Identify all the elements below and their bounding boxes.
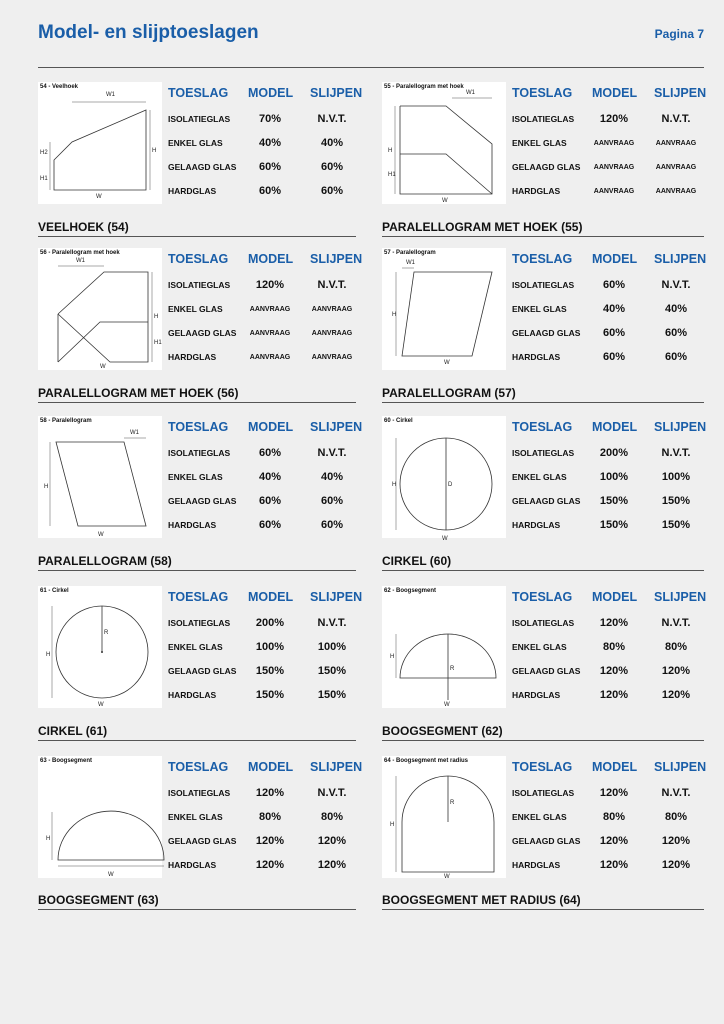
model-value: AANVRAAG [249, 330, 291, 337]
figure-label: 63 - Boogsegment [40, 758, 93, 764]
slijpen-value: 60% [664, 327, 688, 339]
model-value: 120% [599, 689, 629, 701]
card-title: CIRKEL (60) [382, 554, 452, 568]
title-rule [382, 570, 704, 571]
column-header: SLIJPEN [654, 590, 707, 604]
column-header: SLIJPEN [310, 252, 363, 266]
row-label: ENKEL GLAS [512, 812, 567, 822]
dimension-label: H1 [388, 172, 396, 178]
row-label: ENKEL GLAS [168, 812, 223, 822]
shape-diagram [382, 416, 506, 542]
row-label: ENKEL GLAS [512, 472, 567, 482]
figure-label: 60 - Cirkel [384, 418, 413, 424]
model-value: 100% [599, 471, 629, 483]
card-title: PARALELLOGRAM (57) [382, 386, 516, 400]
slijpen-value: N.V.T. [317, 279, 347, 291]
row-label: HARDGLAS [512, 860, 561, 870]
dimension-label: W1 [130, 430, 139, 436]
row-label: GELAAGD GLAS [168, 666, 237, 676]
shape-diagram [38, 248, 162, 370]
row-label: ISOLATIEGLAS [168, 618, 231, 628]
column-header: MODEL [592, 252, 638, 266]
slijpen-value: AANVRAAG [655, 188, 697, 195]
column-header: MODEL [592, 420, 638, 434]
shape-drawing [382, 756, 506, 878]
model-value: 100% [255, 641, 285, 653]
model-value: 150% [599, 519, 629, 531]
dimension-label: W [98, 532, 104, 538]
slijpen-value: N.V.T. [661, 447, 691, 459]
card-title: PARALELLOGRAM MET HOEK (56) [38, 386, 239, 400]
model-value: 120% [599, 617, 629, 629]
slijpen-value: N.V.T. [317, 113, 347, 125]
slijpen-value: N.V.T. [661, 617, 691, 629]
model-value: 80% [258, 811, 282, 823]
slijpen-value: 120% [661, 665, 691, 677]
dimension-label: H [388, 148, 393, 154]
row-label: ENKEL GLAS [512, 304, 567, 314]
dimension-label: W [444, 702, 450, 708]
figure-label: 64 - Boogsegment met radius [384, 758, 469, 764]
row-label: GELAAGD GLAS [168, 496, 237, 506]
slijpen-value: 60% [320, 161, 344, 173]
dimension-label: H [46, 652, 51, 658]
slijpen-value: 80% [664, 641, 688, 653]
title-rule [382, 909, 704, 910]
model-value: 120% [255, 835, 285, 847]
row-label: ISOLATIEGLAS [168, 788, 231, 798]
model-value: 60% [602, 279, 626, 291]
slijpen-value: 120% [317, 835, 347, 847]
model-value: 40% [258, 137, 282, 149]
slijpen-value: 150% [661, 495, 691, 507]
dimension-label: W1 [466, 90, 475, 96]
slijpen-value: N.V.T. [317, 617, 347, 629]
column-header: TOESLAG [168, 760, 229, 774]
model-value: 60% [258, 447, 282, 459]
slijpen-value: 120% [661, 859, 691, 871]
dimension-label: H [392, 482, 397, 488]
model-value: 120% [599, 835, 629, 847]
column-header: SLIJPEN [654, 420, 707, 434]
page-number: Pagina 7 [654, 27, 704, 41]
dimension-label: H1 [40, 176, 48, 182]
slijpen-value: 150% [317, 665, 347, 677]
row-label: ENKEL GLAS [512, 642, 567, 652]
figure-label: 61 - Cirkel [40, 588, 69, 594]
dimension-label: R [104, 630, 109, 636]
model-value: 60% [258, 161, 282, 173]
column-header: MODEL [248, 590, 294, 604]
shape-drawing [38, 82, 162, 204]
dimension-label: H [392, 312, 397, 318]
slijpen-value: N.V.T. [317, 447, 347, 459]
model-value: 120% [599, 859, 629, 871]
dimension-label: W [444, 874, 450, 880]
model-value: AANVRAAG [593, 140, 635, 147]
row-label: ISOLATIEGLAS [512, 618, 575, 628]
slijpen-value: N.V.T. [661, 279, 691, 291]
shape-drawing [382, 416, 506, 542]
model-value: 60% [258, 185, 282, 197]
dimension-label: W1 [106, 92, 115, 98]
model-value: 80% [602, 641, 626, 653]
row-label: HARDGLAS [512, 520, 561, 530]
model-value: 150% [255, 689, 285, 701]
shape-drawing [38, 586, 162, 708]
column-header: SLIJPEN [654, 86, 707, 100]
shape-drawing [382, 586, 506, 708]
slijpen-value: 60% [320, 185, 344, 197]
row-label: GELAAGD GLAS [168, 328, 237, 338]
dimension-label: H [44, 484, 49, 490]
dimension-label: H2 [40, 150, 48, 156]
figure-label: 57 - Paralellogram [384, 250, 436, 256]
card-title: BOOGSEGMENT MET RADIUS (64) [382, 893, 581, 907]
column-header: SLIJPEN [654, 252, 707, 266]
row-label: ENKEL GLAS [168, 472, 223, 482]
model-value: 120% [599, 113, 629, 125]
figure-label: 54 - Veelhoek [40, 84, 79, 90]
slijpen-value: 150% [661, 519, 691, 531]
column-header: SLIJPEN [310, 420, 363, 434]
title-rule [38, 909, 356, 910]
slijpen-value: 80% [320, 811, 344, 823]
row-label: ISOLATIEGLAS [168, 280, 231, 290]
title-rule [38, 570, 356, 571]
row-label: ISOLATIEGLAS [168, 114, 231, 124]
model-value: 120% [599, 787, 629, 799]
column-header: TOESLAG [168, 590, 229, 604]
shape-diagram [38, 82, 162, 204]
column-header: MODEL [592, 590, 638, 604]
header-rule [38, 67, 704, 68]
slijpen-value: 60% [664, 351, 688, 363]
dimension-label: H [390, 654, 395, 660]
shape-diagram [382, 586, 506, 708]
model-value: 80% [602, 811, 626, 823]
column-header: MODEL [592, 760, 638, 774]
shape-drawing [38, 756, 162, 878]
slijpen-value: 120% [661, 689, 691, 701]
slijpen-value: 150% [317, 689, 347, 701]
row-label: HARDGLAS [168, 520, 217, 530]
model-value: 150% [255, 665, 285, 677]
slijpen-value: 40% [320, 137, 344, 149]
dimension-label: W [100, 364, 106, 370]
row-label: ENKEL GLAS [512, 138, 567, 148]
column-header: MODEL [248, 86, 294, 100]
column-header: MODEL [248, 760, 294, 774]
shape-diagram [382, 82, 506, 204]
row-label: ENKEL GLAS [168, 304, 223, 314]
model-value: 120% [599, 665, 629, 677]
figure-label: 58 - Paralellogram [40, 418, 92, 424]
slijpen-value: 40% [664, 303, 688, 315]
row-label: GELAAGD GLAS [512, 666, 581, 676]
column-header: TOESLAG [512, 590, 573, 604]
card-title: BOOGSEGMENT (63) [38, 893, 159, 907]
title-rule [382, 740, 704, 741]
row-label: HARDGLAS [512, 352, 561, 362]
row-label: ISOLATIEGLAS [512, 280, 575, 290]
card-title: VEELHOEK (54) [38, 220, 129, 234]
model-value: 40% [602, 303, 626, 315]
title-rule [38, 740, 356, 741]
column-header: SLIJPEN [654, 760, 707, 774]
row-label: HARDGLAS [168, 186, 217, 196]
row-label: ISOLATIEGLAS [512, 788, 575, 798]
row-label: ISOLATIEGLAS [168, 448, 231, 458]
slijpen-value: AANVRAAG [311, 330, 353, 337]
slijpen-value: AANVRAAG [311, 306, 353, 313]
shape-drawing [382, 248, 506, 370]
dimension-label: H1 [154, 340, 162, 346]
card-title: CIRKEL (61) [38, 724, 108, 738]
row-label: HARDGLAS [168, 352, 217, 362]
shape-drawing [38, 248, 162, 370]
slijpen-value: 80% [664, 811, 688, 823]
model-value: 120% [255, 279, 285, 291]
column-header: TOESLAG [512, 252, 573, 266]
row-label: HARDGLAS [168, 860, 217, 870]
row-label: GELAAGD GLAS [512, 496, 581, 506]
card-title: PARALELLOGRAM MET HOEK (55) [382, 220, 583, 234]
column-header: SLIJPEN [310, 590, 363, 604]
slijpen-value: AANVRAAG [655, 140, 697, 147]
column-header: MODEL [248, 252, 294, 266]
row-label: GELAAGD GLAS [512, 836, 581, 846]
row-label: HARDGLAS [512, 690, 561, 700]
slijpen-value: N.V.T. [661, 113, 691, 125]
slijpen-value: 120% [317, 859, 347, 871]
row-label: HARDGLAS [512, 186, 561, 196]
slijpen-value: 120% [661, 835, 691, 847]
model-value: AANVRAAG [249, 306, 291, 313]
row-label: HARDGLAS [168, 690, 217, 700]
dimension-label: W [108, 872, 114, 878]
column-header: SLIJPEN [310, 760, 363, 774]
shape-diagram [382, 756, 506, 878]
slijpen-value: 100% [661, 471, 691, 483]
row-label: GELAAGD GLAS [168, 836, 237, 846]
dimension-label: H [152, 148, 157, 154]
slijpen-value: N.V.T. [317, 787, 347, 799]
dimension-label: W [96, 194, 102, 200]
slijpen-value: 100% [317, 641, 347, 653]
model-value: 200% [255, 617, 285, 629]
slijpen-value: AANVRAAG [655, 164, 697, 171]
card-title: PARALELLOGRAM (58) [38, 554, 172, 568]
model-value: 120% [255, 787, 285, 799]
title-rule [38, 236, 356, 237]
row-label: ISOLATIEGLAS [512, 448, 575, 458]
column-header: TOESLAG [168, 252, 229, 266]
slijpen-value: AANVRAAG [311, 354, 353, 361]
slijpen-value: 60% [320, 519, 344, 531]
title-rule [382, 402, 704, 403]
model-value: AANVRAAG [249, 354, 291, 361]
column-header: TOESLAG [512, 760, 573, 774]
column-header: TOESLAG [168, 86, 229, 100]
dimension-label: W1 [76, 258, 85, 264]
model-value: 150% [599, 495, 629, 507]
model-value: 120% [255, 859, 285, 871]
dimension-label: H [46, 836, 51, 842]
column-header: MODEL [248, 420, 294, 434]
dimension-label: W1 [406, 260, 415, 266]
column-header: MODEL [592, 86, 638, 100]
figure-label: 55 - Paralellogram met hoek [384, 84, 464, 90]
figure-label: 56 - Paralellogram met hoek [40, 250, 120, 256]
page-title: Model- en slijptoeslagen [38, 22, 259, 43]
shape-diagram [38, 756, 162, 878]
shape-drawing [382, 82, 506, 204]
model-value: 60% [602, 351, 626, 363]
shape-diagram [382, 248, 506, 370]
dimension-label: H [154, 314, 159, 320]
model-value: AANVRAAG [593, 164, 635, 171]
row-label: GELAAGD GLAS [168, 162, 237, 172]
shape-diagram [38, 586, 162, 708]
title-rule [382, 236, 704, 237]
row-label: ISOLATIEGLAS [512, 114, 575, 124]
dimension-label: W [442, 198, 448, 204]
model-value: 200% [599, 447, 629, 459]
model-value: 60% [602, 327, 626, 339]
row-label: GELAAGD GLAS [512, 162, 581, 172]
row-label: ENKEL GLAS [168, 642, 223, 652]
dimension-label: W [442, 536, 448, 542]
title-rule [38, 402, 356, 403]
row-label: ENKEL GLAS [168, 138, 223, 148]
shape-drawing [38, 416, 162, 538]
dimension-label: R [450, 666, 455, 672]
slijpen-value: 40% [320, 471, 344, 483]
dimension-label: W [98, 702, 104, 708]
column-header: TOESLAG [168, 420, 229, 434]
dimension-label: H [390, 822, 395, 828]
model-value: 60% [258, 495, 282, 507]
slijpen-value: 60% [320, 495, 344, 507]
dimension-label: W [444, 360, 450, 366]
model-value: 40% [258, 471, 282, 483]
model-value: 60% [258, 519, 282, 531]
shape-diagram [38, 416, 162, 538]
card-title: BOOGSEGMENT (62) [382, 724, 503, 738]
column-header: TOESLAG [512, 86, 573, 100]
figure-label: 62 - Boogsegment [384, 588, 437, 594]
model-value: AANVRAAG [593, 188, 635, 195]
slijpen-value: N.V.T. [661, 787, 691, 799]
dimension-label: D [448, 482, 453, 488]
row-label: GELAAGD GLAS [512, 328, 581, 338]
dimension-label: R [450, 800, 455, 806]
column-header: SLIJPEN [310, 86, 363, 100]
model-value: 70% [258, 113, 282, 125]
column-header: TOESLAG [512, 420, 573, 434]
